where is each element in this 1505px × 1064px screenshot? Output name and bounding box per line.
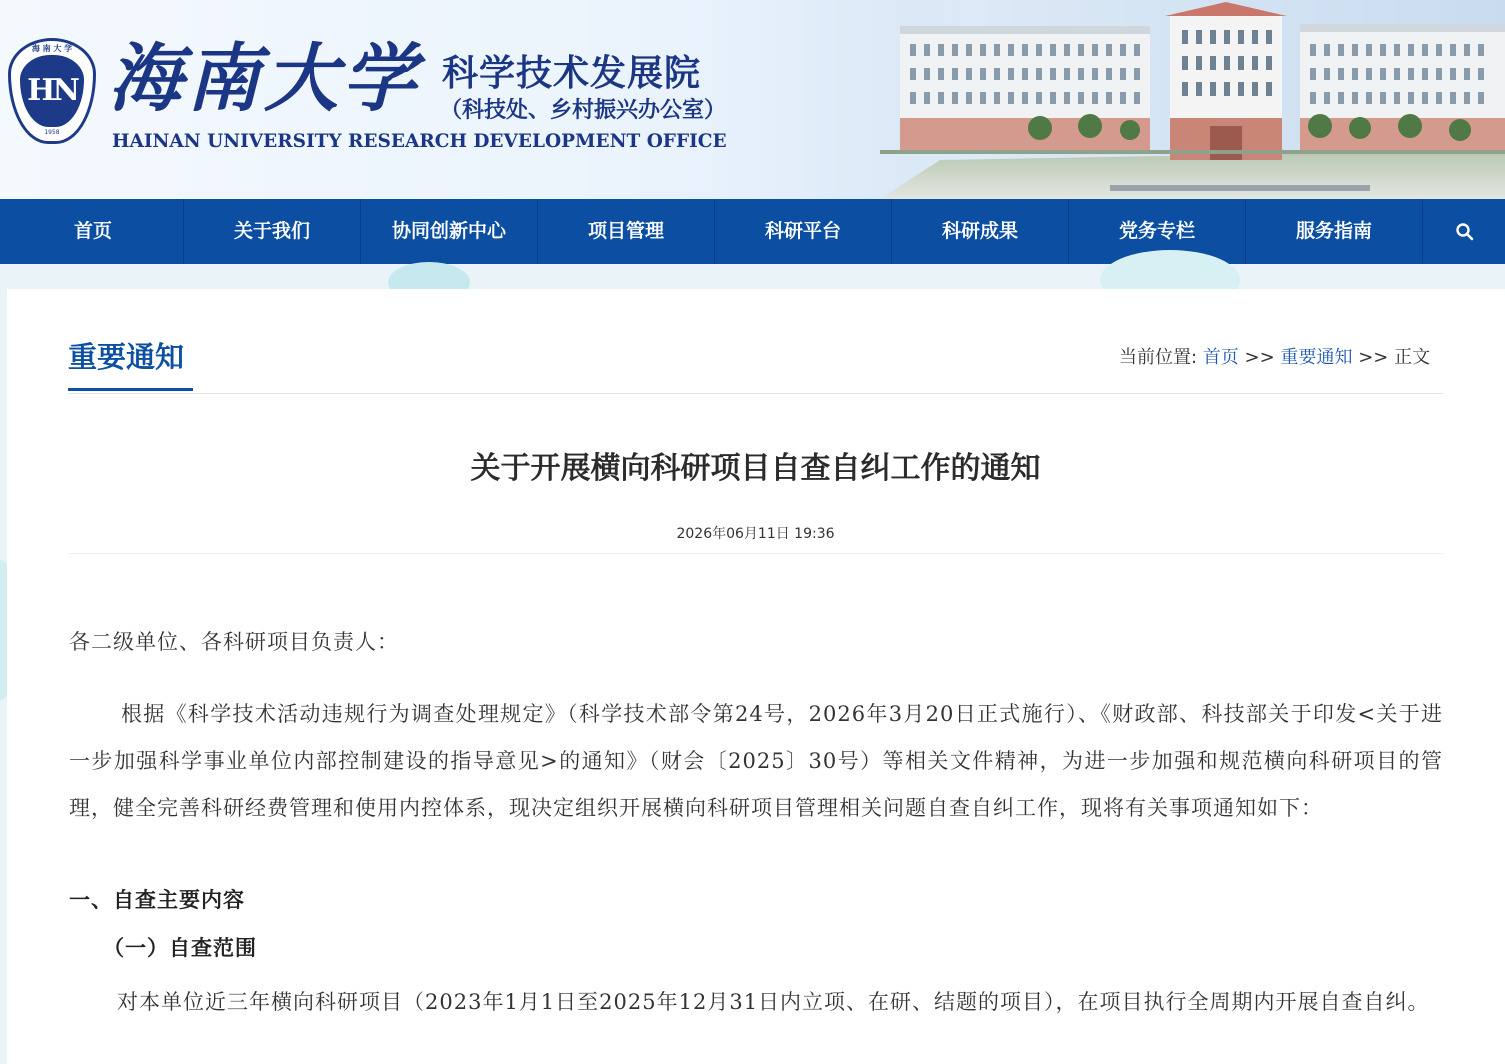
main-nav [0, 199, 1505, 264]
article-paragraph: 对本单位近三年横向科研项目（2023年1月1日至2025年12月31日内立项、在研、结题的项目），在项目执行全周期内开展自查自纠。 [117, 990, 1430, 1014]
breadcrumb-separator: >> [1244, 347, 1275, 368]
nav-item-about[interactable]: 关于我们 [184, 199, 361, 264]
campus-building-illustration [880, 0, 1505, 199]
search-button[interactable] [1425, 199, 1505, 264]
logo-ring-text: 海 南 大 学 [31, 44, 73, 53]
university-logo[interactable] [8, 38, 96, 144]
breadcrumb-category-link[interactable]: 重要通知 [1280, 347, 1353, 368]
nav-item-service-guide[interactable]: 服务指南 [1246, 199, 1423, 264]
article-paragraph: 根据《科学技术活动违规行为调查处理规定》（科学技术部令第24号，2026年3月20日正式施行）、《财政部、科技部关于印发<关于进一步加强科学事业单位内部控制建设的指导意见>的通知》（财会〔2025〕30号）等相关文件精神，为进一步加强和规范横向科研项目的管理，健全完善科研经费管理和使用内控体系，现决定组织开展横向科研项目管理相关问题自查自纠工作，现将有关事项通知如下： [69, 702, 1443, 820]
university-name: 海南大学 [108, 36, 420, 122]
section-title-underline [68, 388, 193, 391]
site-header [0, 0, 1505, 199]
logo-monogram: HN [20, 55, 84, 127]
article-title: 关于开展横向科研项目自查自纠工作的通知 [470, 451, 1041, 486]
breadcrumb-separator: >> [1358, 347, 1389, 368]
section-divider [68, 393, 1443, 394]
content-card [7, 289, 1505, 1064]
department-title: 科学技术发展院 [442, 52, 702, 94]
nav-item-research-results[interactable]: 科研成果 [892, 199, 1069, 264]
department-english-name: HAINAN UNIVERSITY RESEARCH DEVELOPMENT OFFICE [112, 131, 727, 152]
article-heading-level1: 一、自查主要内容 [69, 887, 245, 912]
article-divider [68, 553, 1443, 554]
nav-item-research-platform[interactable]: 科研平台 [715, 199, 892, 264]
department-subtitle: （科技处、乡村振兴办公室） [440, 97, 727, 123]
article-heading-level2: （一）自查范围 [103, 935, 257, 960]
section-title: 重要通知 [68, 340, 185, 374]
logo-year: 1958 [44, 129, 60, 136]
nav-item-party-affairs[interactable]: 党务专栏 [1069, 199, 1246, 264]
breadcrumb-home-link[interactable]: 首页 [1202, 347, 1239, 368]
search-icon [1455, 222, 1475, 242]
breadcrumb-prefix: 当前位置: [1119, 347, 1198, 368]
article-greeting: 各二级单位、各科研项目负责人： [69, 630, 399, 654]
breadcrumb-current: 正文 [1394, 347, 1431, 368]
breadcrumb [1119, 345, 1430, 371]
nav-item-project-management[interactable]: 项目管理 [538, 199, 715, 264]
article-date: 2026年06月11日 19:36 [676, 526, 835, 542]
nav-item-home[interactable]: 首页 [0, 199, 184, 264]
nav-item-innovation-center[interactable]: 协同创新中心 [361, 199, 538, 264]
